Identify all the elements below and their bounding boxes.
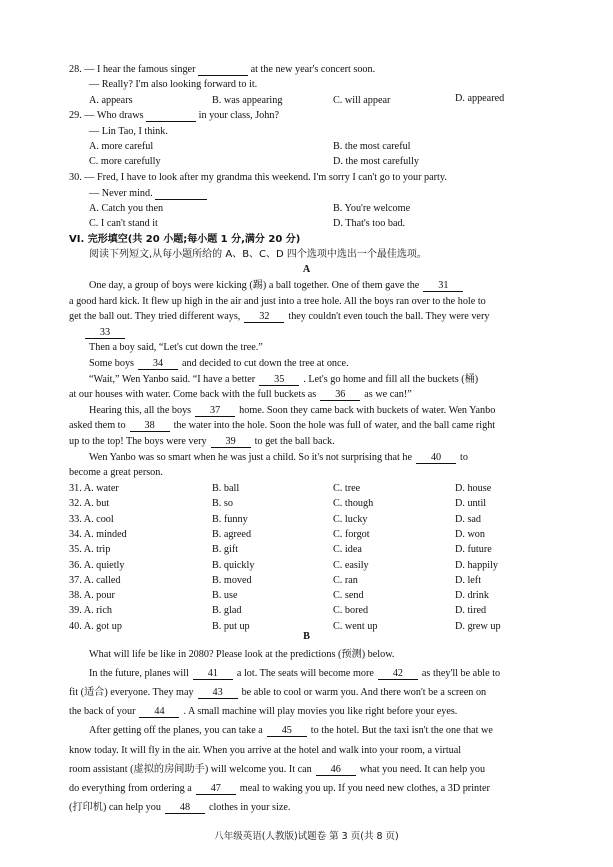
q29-stem-part2: in your class, John? xyxy=(198,110,279,121)
passage-b-text: room assistant (虚拟的房间助手) will welcome you. It can xyxy=(69,763,312,775)
option-33-c: C. lucky xyxy=(333,513,368,525)
option-33-a: 33. A. cool xyxy=(69,513,114,525)
option-34-c: C. forgot xyxy=(333,528,370,540)
blank-46: 46 xyxy=(316,764,356,776)
blank-43: 43 xyxy=(198,687,238,699)
option-39-c: C. bored xyxy=(333,605,369,617)
passage-a-text: Hearing this, all the boys xyxy=(89,404,192,416)
q30-reply xyxy=(89,187,207,200)
blank-42: 42 xyxy=(378,668,418,680)
blank-34: 34 xyxy=(138,358,178,370)
option-38-b: B. use xyxy=(212,590,238,602)
passage-a-text: Then a boy said, “Let's cut down the tree.” xyxy=(89,342,263,354)
passage-a-line xyxy=(89,279,467,292)
option-31-c: C. tree xyxy=(333,483,361,494)
q28-stem-part1: 28. — I hear the famous singer xyxy=(69,64,196,75)
q30-option-b: B. You're welcome xyxy=(333,203,411,214)
option-33-d: D. sad xyxy=(455,513,482,525)
passage-b-line xyxy=(89,648,394,661)
q29-stem-part1: 29. — Who draws xyxy=(69,110,144,121)
option-32-a: 32. A. but xyxy=(69,498,110,510)
option-36-a: 36. A. quietly xyxy=(69,559,125,571)
option-38-c: C. send xyxy=(333,590,364,602)
option-38-a: 38. A. pour xyxy=(69,590,115,602)
passage-b-text: . A small machine will play movies you like right before your eyes. xyxy=(183,706,458,718)
passage-a-line xyxy=(89,357,349,370)
passage-a-line xyxy=(89,373,478,386)
q28-stem-part2: at the new year's concert soon. xyxy=(250,64,376,75)
q29-option-b: B. the most careful xyxy=(333,141,411,152)
passage-a-line xyxy=(81,326,129,339)
passage-a-line xyxy=(89,404,495,417)
passage-b-line xyxy=(69,801,290,814)
passage-b-text: (打印机) can help you xyxy=(69,801,161,813)
passage-a-text: at our houses with water. Come back with the full buckets as xyxy=(69,389,317,401)
q30-option-c: C. I can't stand it xyxy=(89,218,158,229)
blank-36: 36 xyxy=(320,389,360,401)
q29-reply: — Lin Tao, I think. xyxy=(89,126,168,137)
passage-a-text: Some boys xyxy=(89,358,134,369)
option-35-d: D. future xyxy=(455,544,492,556)
passage-a-text: asked them to xyxy=(69,420,126,432)
passage-b-text: know today. It will fly in the air. When you arrive at the hotel and walk into your room, a virtual xyxy=(69,744,462,756)
option-36-d: D. happily xyxy=(455,559,499,571)
blank-48: 48 xyxy=(165,802,205,814)
option-34-b: B. agreed xyxy=(212,528,252,540)
passage-b-line xyxy=(89,724,493,737)
q28-option-b: B. was appearing xyxy=(212,95,283,106)
blank-41: 41 xyxy=(193,668,233,680)
passage-b-line xyxy=(69,686,486,699)
blank-31: 31 xyxy=(423,280,463,292)
passage-a-text: to get the ball back. xyxy=(254,436,335,447)
option-34-a: 34. A. minded xyxy=(69,528,127,540)
passage-b-text: the back of your xyxy=(69,706,136,718)
blank-35: 35 xyxy=(259,374,299,386)
option-40-b: B. put up xyxy=(212,620,250,632)
passage-a-text: home. Soon they came back with buckets of water. Wen Yanbo xyxy=(239,404,496,416)
passage-b-text: clothes in your size. xyxy=(208,801,291,813)
q30-reply-text: — Never mind. xyxy=(89,188,153,199)
q28-option-d: D. appeared xyxy=(455,93,505,104)
option-33-b: B. funny xyxy=(212,513,248,525)
passage-b-text: After getting off the planes, you can take a xyxy=(89,725,263,737)
option-40-a: 40. A. got up xyxy=(69,620,122,632)
passage-a-line xyxy=(69,295,486,308)
passage-a-line xyxy=(69,435,335,448)
blank-39: 39 xyxy=(211,436,251,448)
passage-a-text: and decided to cut down the tree at once. xyxy=(182,358,349,369)
blank-45: 45 xyxy=(267,725,307,737)
passage-b-text: In the future, planes will xyxy=(89,668,189,680)
option-37-c: C. ran xyxy=(333,574,358,586)
blank-33: 33 xyxy=(85,327,125,339)
passage-a-line xyxy=(69,466,163,479)
passage-b-text: meal to waking you up. If you need new clothes, a 3D printer xyxy=(239,782,490,794)
blank-44: 44 xyxy=(139,706,179,718)
passage-b-line xyxy=(69,763,485,776)
option-35-c: C. idea xyxy=(333,544,362,556)
passage-a-text: “Wait,” Wen Yanbo said. “I have a better xyxy=(89,373,256,385)
passage-b-text: fit (适合) everyone. They may xyxy=(69,687,194,699)
q30-blank xyxy=(155,188,207,200)
q28-stem xyxy=(69,63,375,76)
option-36-b: B. quickly xyxy=(212,559,255,571)
option-39-a: 39. A. rich xyxy=(69,605,113,617)
passage-b-label: B xyxy=(303,631,310,642)
passage-b-text: a lot. The seats will become more xyxy=(236,668,374,680)
option-38-d: D. drink xyxy=(455,590,489,602)
q29-option-d: D. the most carefully xyxy=(333,156,420,167)
blank-32: 32 xyxy=(244,311,284,323)
q30-option-d: D. That's too bad. xyxy=(333,218,406,229)
passage-a-label: A xyxy=(302,264,311,275)
option-39-b: B. glad xyxy=(212,605,242,617)
q29-option-a: A. more careful xyxy=(89,141,154,152)
section-title: VI. 完形填空(共 20 小题;每小题 1 分,满分 20 分) xyxy=(69,234,301,245)
option-39-d: D. tired xyxy=(455,605,487,617)
option-36-c: C. easily xyxy=(333,559,369,571)
passage-a-text: they couldn't even touch the ball. They were very xyxy=(288,311,490,323)
q28-option-a: A. appears xyxy=(89,95,133,106)
option-37-a: 37. A. called xyxy=(69,574,121,586)
passage-b-text: to the hotel. But the taxi isn't the one that we xyxy=(310,725,493,737)
passage-a-text: the water into the hole. Soon the hole was full of water, and the ball came right xyxy=(173,420,496,432)
q30-option-a: A. Catch you then xyxy=(89,203,164,214)
passage-a-text: to xyxy=(460,451,468,463)
q29-blank xyxy=(146,110,196,122)
option-35-b: B. gift xyxy=(212,544,239,556)
passage-a-text: up to the top! The boys were very xyxy=(69,436,207,447)
q30-stem: 30. — Fred, I have to look after my grandma this weekend. I'm sorry I can't go to your party. xyxy=(69,172,447,183)
passage-a-text: . Let's go home and fill all the buckets (桶) xyxy=(303,373,479,385)
q28-blank xyxy=(198,64,248,76)
passage-b-line xyxy=(69,744,461,757)
passage-a-text: get the ball out. They tried different ways, xyxy=(69,311,241,323)
passage-a-text: as we can!” xyxy=(364,389,412,401)
option-37-b: B. moved xyxy=(212,574,252,586)
passage-b-text: do everything from ordering a xyxy=(69,782,192,794)
passage-a-line xyxy=(69,310,489,323)
blank-47: 47 xyxy=(196,783,236,795)
section-instruction: 阅读下列短文,从每小题所给的 A、B、C、D 四个选项中选出一个最佳选项。 xyxy=(89,249,427,260)
option-37-d: D. left xyxy=(455,574,482,586)
passage-a-text: become a great person. xyxy=(69,467,163,479)
passage-b-text: What will life be like in 2080? Please look at the predictions (预测) below. xyxy=(89,649,395,660)
q28-option-c: C. will appear xyxy=(333,95,391,106)
passage-a-line xyxy=(89,341,263,354)
q29-stem xyxy=(69,109,279,122)
passage-b-line xyxy=(69,705,457,718)
option-40-d: D. grew up xyxy=(455,620,501,632)
option-32-c: C. though xyxy=(333,498,374,510)
passage-a-line xyxy=(89,451,468,464)
passage-b-line xyxy=(89,667,500,680)
option-35-a: 35. A. trip xyxy=(69,544,111,556)
page-footer: 八年级英语(人教版)试题卷 第 3 页(共 8 页) xyxy=(214,831,399,842)
passage-a-text: One day, a group of boys were kicking (踢) a ball together. One of them gave the xyxy=(89,280,420,291)
option-34-d: D. won xyxy=(455,528,485,540)
passage-a-line xyxy=(69,419,495,432)
option-32-d: D. until xyxy=(455,498,487,510)
blank-40: 40 xyxy=(416,452,456,464)
passage-b-text: be able to cool or warm you. And there won't be a screen on xyxy=(241,687,487,699)
passage-b-text: what you need. It can help you xyxy=(359,763,486,775)
option-31-d: D. house xyxy=(455,483,492,494)
blank-37: 37 xyxy=(195,405,235,417)
passage-a-text: a good hard kick. It flew up high in the air and just into a tree hole. All the boys ran over to the hole to xyxy=(69,295,486,307)
option-32-b: B. so xyxy=(212,498,233,510)
passage-b-line xyxy=(69,782,490,795)
option-31-a: 31. A. water xyxy=(69,483,119,494)
option-40-c: C. went up xyxy=(333,620,378,632)
q28-reply: — Really? I'm also looking forward to it. xyxy=(89,79,258,90)
option-31-b: B. ball xyxy=(212,483,240,494)
blank-38: 38 xyxy=(130,420,170,432)
passage-b-text: as they'll be able to xyxy=(421,668,501,680)
q29-option-c: C. more carefully xyxy=(89,156,161,167)
passage-a-line xyxy=(69,388,412,401)
passage-a-text: Wen Yanbo was so smart when he was just a child. So it's not surprising that he xyxy=(89,451,413,463)
